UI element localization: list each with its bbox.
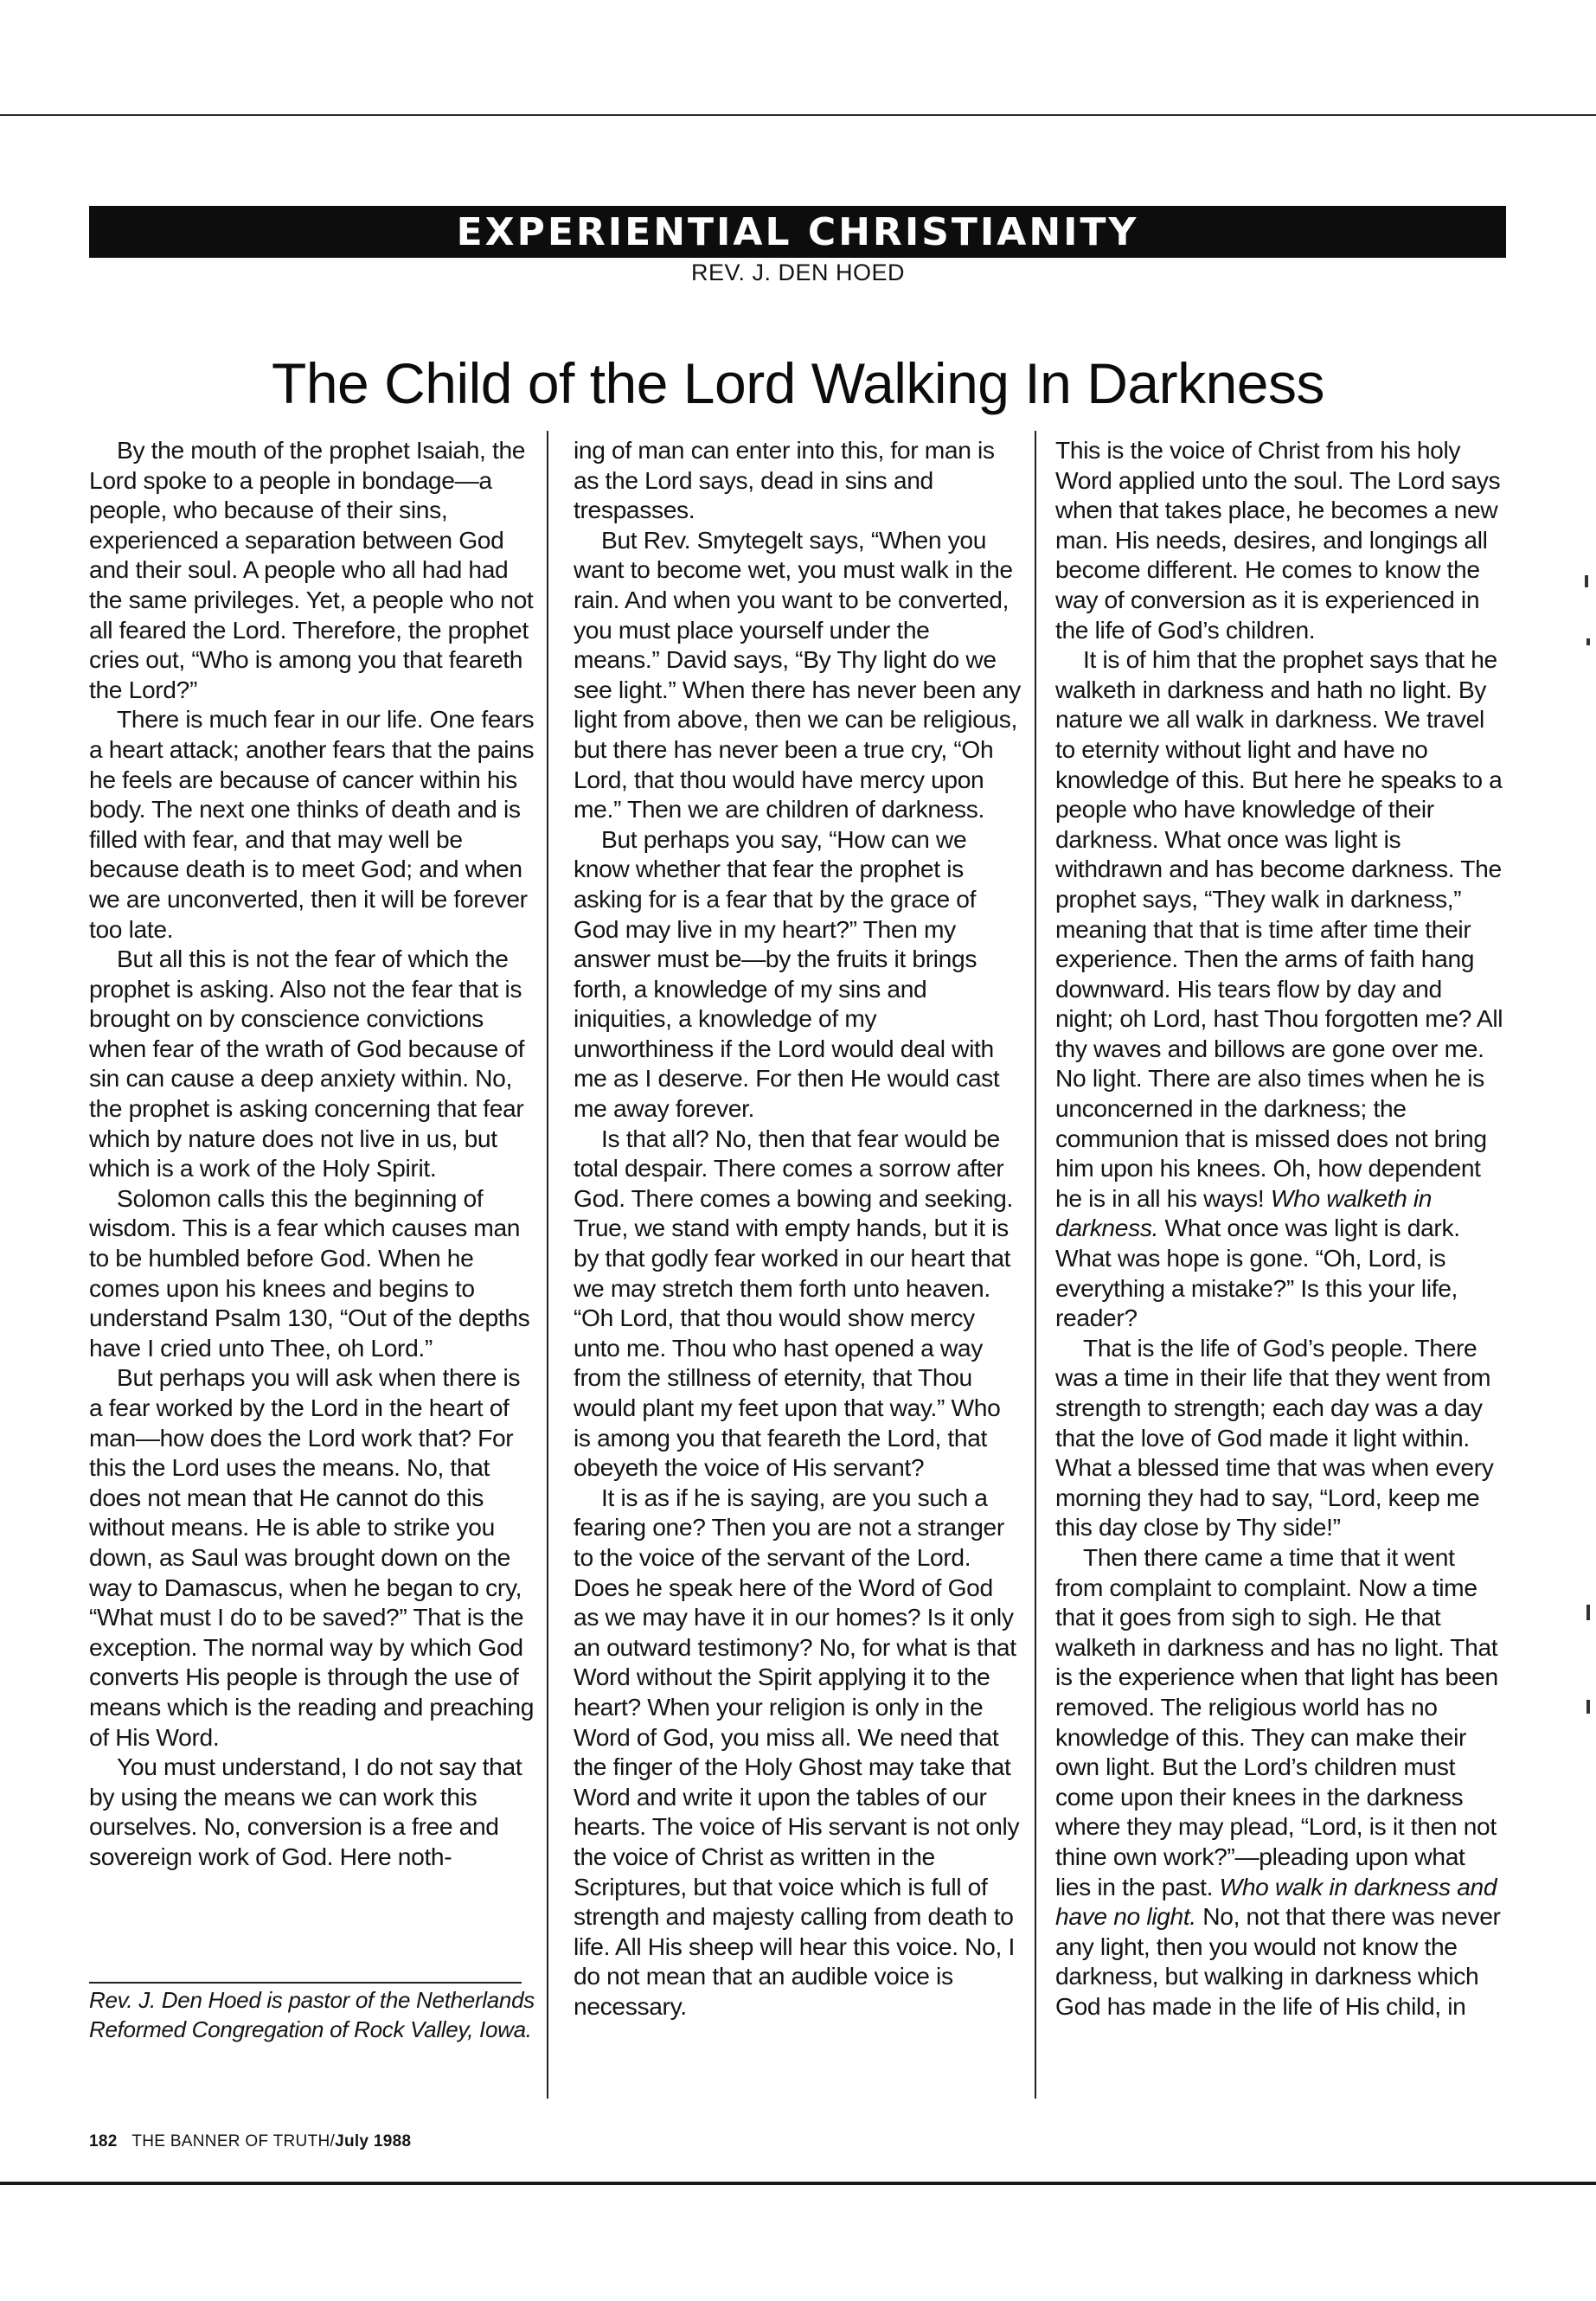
author-note: Rev. J. Den Hoed is pastor of the Netherlands Reformed Congregation of Rock Valley, Iowa. xyxy=(89,1987,535,2042)
paragraph: ing of man can enter into this, for man is as the Lord says, dead in sins and trespasses. xyxy=(574,436,995,524)
footnote-rule xyxy=(89,1982,522,1984)
page-footer xyxy=(89,2132,411,2151)
paragraph: But all this is not the fear of which the prophet is asking. Also not the fear that is brought on by conscience convictions when fear of the wrath of God because of sin can cause a deep anxiety within. No, the prophet is asking concerning that fear which by nature does not live in us, but which is a work of the Holy Spirit. xyxy=(89,945,525,1183)
scan-margin-mark xyxy=(1586,1605,1590,1620)
paragraph: But perhaps you will ask when there is a fear worked by the Lord in the heart of man—how does the Lord work that? For this the Lord uses the means. No, that does not mean that He cannot do this without means. He is able to strike you down, as Saul was brought down on the way to Damascus, when he began to cry, “What must I do to be saved?” That is the exception. The normal way by which God converts His people is through the use of means which is the reading and preaching of His Word. xyxy=(89,1363,535,1751)
column-divider xyxy=(547,431,548,2099)
paragraph: You must understand, I do not say that by using the means we can work this ourselves. No, conversion is a free and sovereign work of God. Here noth- xyxy=(89,1753,522,1870)
column-divider xyxy=(1035,431,1036,2099)
column-1 xyxy=(89,435,537,1872)
scripture-quote: Who walketh in darkness. xyxy=(1055,1183,1433,1242)
paragraph: This is the voice of Christ from his holy Word applied unto the soul. The Lord says when that takes place, he becomes a new man. His needs, desires, and longings all become different. He comes to know the way of conversion as it is experienced in the life of God’s children. xyxy=(1055,436,1501,644)
section-banner xyxy=(89,206,1506,258)
scan-margin-mark xyxy=(1586,1700,1590,1714)
scripture-quote: Who walk in darkness and have no light. xyxy=(1055,1872,1497,1931)
paragraph: But Rev. Smytegelt says, “When you want to become wet, you must walk in the rain. And when you want to be converted, you must place yourself under the means.” David says, “By Thy light do we see light.” When there has never been any light from above, then we can be religious, but there has never been a true cry, “Oh Lord, that thou would have mercy upon me.” Then we are children of darkness. xyxy=(574,525,1021,824)
text-run: No, not that there was never any light, then you would not know the darkness, but walking in darkness which God has made in the life of His child, in xyxy=(1055,1902,1501,2020)
paragraph: Solomon calls this the beginning of wisdom. This is a fear which causes man to be humbled before God. When he comes upon his knees and begins to understand Psalm 130, “Out of the depths have I cried unto Thee, oh Lord.” xyxy=(89,1183,530,1362)
scan-bottom-edge xyxy=(0,2182,1596,2185)
page-number: 182 xyxy=(89,2132,118,2150)
paragraph: There is much fear in our life. One fears a heart attack; another fears that the pains he feels are because of cancer within his body. The next one thinks of death and is filled with fear, and that may well be because death is to meet God; and when we are unconverted, then it will be forever too late. xyxy=(89,705,535,943)
article-title: The Child of the Lord Walking In Darkness xyxy=(272,351,1324,415)
text-run: It is of him that the prophet says that he walketh in darkness and hath no light. By nature we all walk in darkness. We travel to eternity without light and have no knowledge of this. But here he speaks to a people who have knowledge of their darkness. What once was light is withdrawn and has become darkness. The prophet says, “They walk in darkness,” meaning that that is time after time their experience. Then the arms of faith hang downward. His tears flow by day and night; oh Lord, hast Thou forgotten me? All thy waves and billows are gone over me. No light. There are also times when he is unconcerned in the darkness; the communion that is missed does not bring him upon his knees. Oh, how dependent he is in all his ways! xyxy=(1055,645,1503,1212)
paragraph: That is the life of God’s people. There was a time in their life that they went from strength to strength; each day was a day that the love of God made it light within. What a blessed time that was when every morning they had to say, “Lord, keep me this day close by Thy side!” xyxy=(1055,1333,1494,1541)
paragraph xyxy=(1055,644,1503,1333)
paragraph xyxy=(1055,1542,1503,2022)
scan-margin-mark xyxy=(1585,575,1588,587)
paragraph: Is that all? No, then that fear would be total despair. There comes a sorrow after God. There comes a bowing and seeking. True, we stand with empty hands, but it is by that godly fear worked in our heart that we may stretch them forth unto heaven. “Oh Lord, that thou would show mercy unto me. Thou who hast opened a way from the stillness of eternity, that Thou would plant my feet upon that way.” Who is among you that feareth the Lord, that obeyeth the voice of His servant? xyxy=(574,1124,1013,1482)
publication-name: THE BANNER OF TRUTH/ xyxy=(131,2132,336,2150)
scan-top-edge xyxy=(0,114,1596,116)
paragraph: By the mouth of the prophet Isaiah, the Lord spoke to a people in bondage—a people, who because of their sins, experienced a separation between God and their soul. A people who all had had the same privileges. Yet, a people who not all feared the Lord. Therefore, the prophet cries out, “Who is among you that feareth the Lord?” xyxy=(89,436,534,703)
author-byline: REV. J. DEN HOED xyxy=(690,260,906,285)
column-2 xyxy=(574,435,1022,2021)
paragraph: But perhaps you say, “How can we know whether that fear the prophet is asking for is a fear that by the grace of God may live in my heart?” Then my answer must be—by the fruits it brings forth, a knowledge of my sins and iniquities, a knowledge of my unworthiness if the Lord would deal with me as I deserve. For then He would cast me away forever. xyxy=(574,824,1000,1123)
text-run: Then there came a time that it went from complaint to complaint. Now a time that it goes from sigh to sigh. He that walketh in darkness and has no light. That is the experience when that light has been removed. The religious world has no knowledge of this. They can make their own light. But the Lord’s children must come upon their knees in the darkness where they may plead, “Lord, is it then not thine own work?”—pleading upon what lies in the past. xyxy=(1055,1542,1498,1900)
paragraph: It is as if he is saying, are you such a fearing one? Then you are not a stranger to the voice of the servant of the Lord. Does he speak here of the Word of God as we may have it in our homes? Is it only an outward testimony? No, for what is that Word without the Spirit applying it to the heart? When your religion is only in the Word of God, you miss all. We need that the finger of the Holy Ghost may take that Word and write it upon the tables of our hearts. The voice of His servant is not only the voice of Christ as written in the Scriptures, but that voice which is full of strength and majesty calling from death to life. All His sheep will hear this voice. No, I do not mean that an audible voice is necessary. xyxy=(574,1483,1020,2020)
issue-date: July 1988 xyxy=(335,2132,412,2150)
scan-margin-mark xyxy=(1586,638,1590,645)
column-3 xyxy=(1055,435,1503,2021)
section-title: EXPERIENTIAL CHRISTIANITY xyxy=(456,209,1139,254)
text-run: What once was light is dark. What was hope is gone. “Oh, Lord, is everything a mistake?” Is this your life, reader? xyxy=(1055,1214,1460,1332)
